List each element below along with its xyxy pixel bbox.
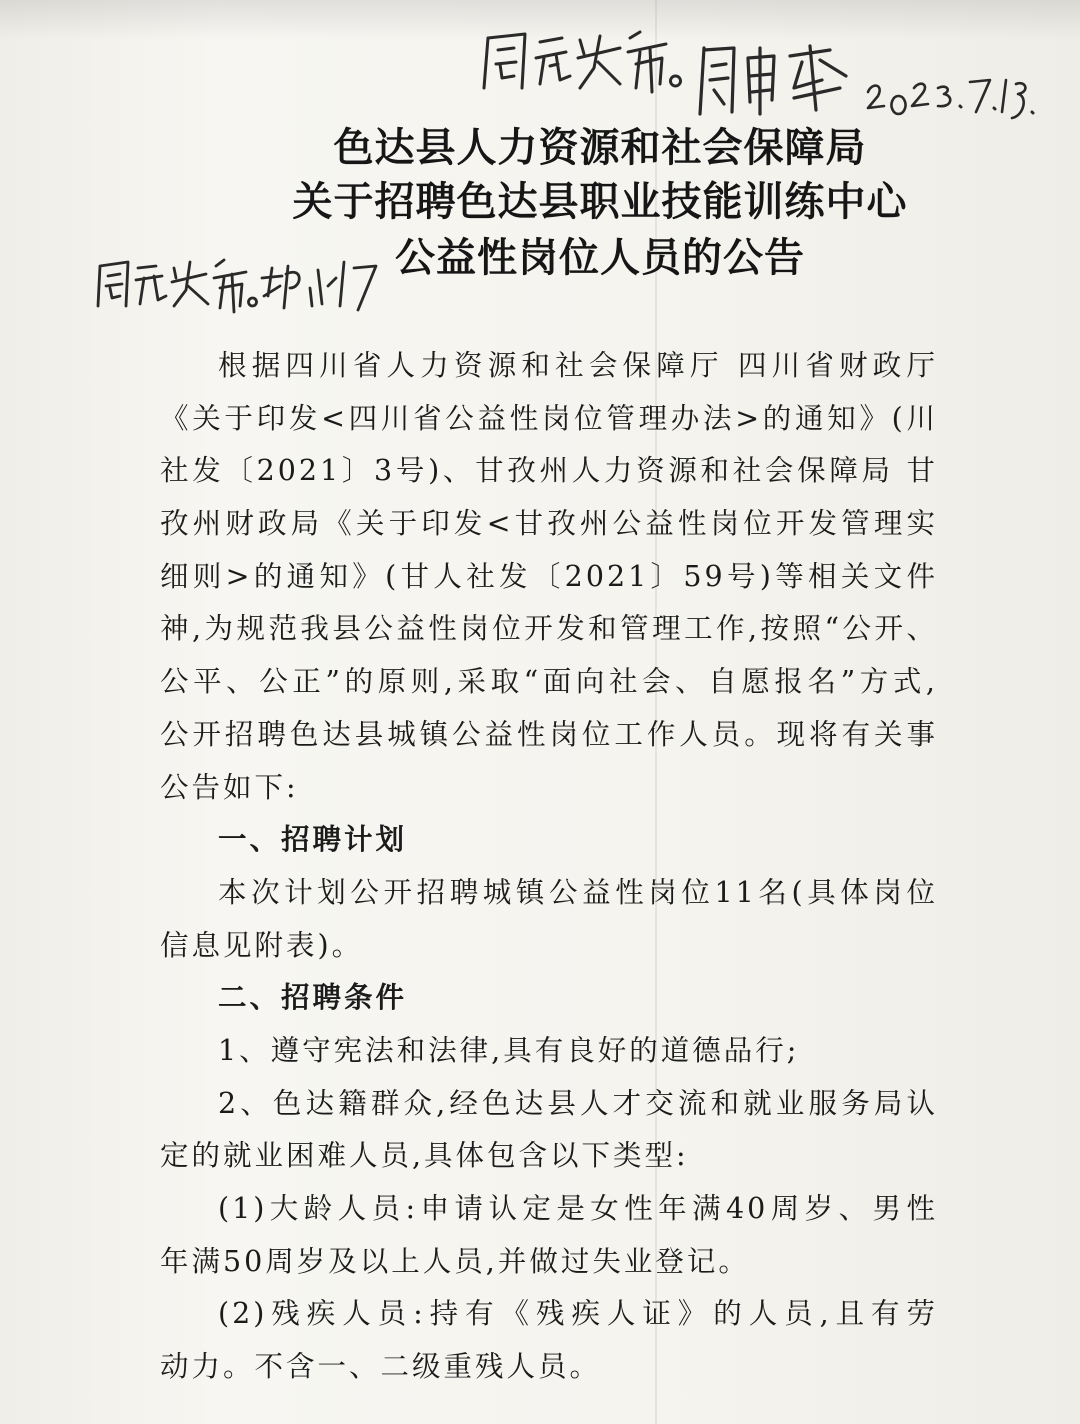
section-1-heading: 一、招聘计划 <box>218 823 408 857</box>
section-2-line-3: 定的就业困难人员,具体包含以下类型: <box>160 1139 689 1173</box>
intro-line-9: 公告如下: <box>160 770 299 804</box>
intro-line-8: 公开招聘色达县城镇公益性岗位工作人员。现将有关事 <box>160 717 938 751</box>
top-signature-handwriting <box>690 40 870 120</box>
title-line-2: 关于招聘色达县职业技能训练中心 <box>292 179 908 225</box>
intro-line-2: 《关于印发<四川省公益性岗位管理办法>的通知》(川 <box>160 401 938 435</box>
section-1-line-2: 信息见附表)。 <box>160 928 364 962</box>
section-2-line-7: 动力。不含一、二级重残人员。 <box>160 1350 602 1384</box>
section-1-line-1: 本次计划公开招聘城镇公益性岗位11名(具体岗位 <box>218 875 938 909</box>
intro-line-4: 孜州财政局《关于印发<甘孜州公益性岗位开发管理实 <box>160 507 938 541</box>
intro-line-5: 细则>的通知》(甘人社发〔2021〕59号)等相关文件 <box>160 559 938 593</box>
section-2-line-6: (2)残疾人员:持有《残疾人证》的人员,且有劳 <box>218 1297 938 1331</box>
top-date-handwriting <box>862 72 1042 122</box>
title-line-1: 色达县人力资源和社会保障局 <box>333 125 867 171</box>
section-2-line-5: 年满50周岁及以上人员,并做过失业登记。 <box>160 1244 750 1278</box>
section-2-line-2: 2、色达籍群众,经色达县人才交流和就业服务局认 <box>218 1086 938 1120</box>
title-line-3: 公益性岗位人员的公告 <box>395 235 805 281</box>
section-2-line-1: 1、遵守宪法和法律,具有良好的道德品行; <box>218 1034 800 1067</box>
intro-line-1: 根据四川省人力资源和社会保障厅 四川省财政厅 <box>218 349 938 382</box>
intro-line-7: 公平、公正”的原则,采取“面向社会、自愿报名”方式, <box>160 665 938 699</box>
document-body <box>160 340 938 1394</box>
top-approval-handwriting <box>470 18 700 98</box>
left-approval-handwriting <box>92 248 392 318</box>
section-2-line-4: (1)大龄人员:申请认定是女性年满40周岁、男性 <box>218 1192 938 1226</box>
intro-line-6: 神,为规范我县公益性岗位开发和管理工作,按照“公开、 <box>160 612 938 646</box>
section-2-heading: 二、招聘条件 <box>218 981 408 1015</box>
intro-line-3: 社发〔2021〕3号)、甘孜州人力资源和社会保障局 甘 <box>160 454 938 488</box>
